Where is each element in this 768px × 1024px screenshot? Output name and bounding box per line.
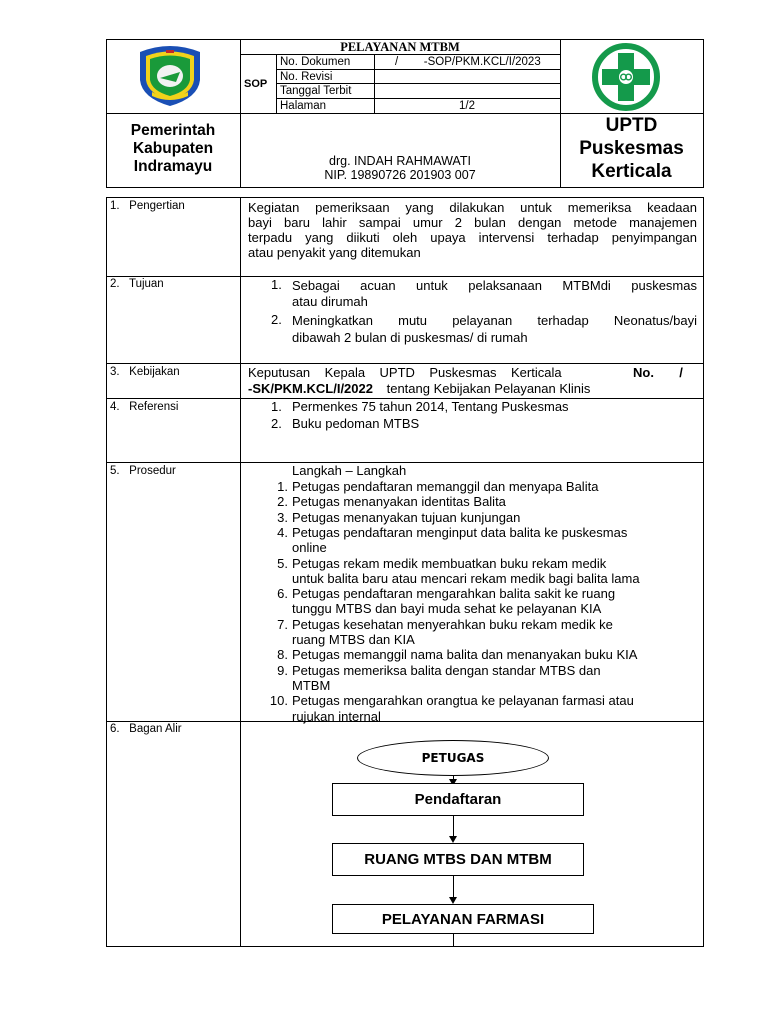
pengertian-line: bayi baru lahir sampai umur 2 bulan dengan metode manajemen [248,215,697,230]
section-label-referensi: 4. Referensi [110,401,179,413]
section-label-pengertian: 1. Pengertian [110,200,185,212]
gov-name-line1: Pemerintah [130,122,216,139]
referensi-item-number: 2. [271,416,282,431]
prosedur-item-line: untuk balita baru atau mencari rekam medik bagi balita lama [292,570,640,586]
flow-start-ellipse [357,740,549,776]
issue-date-label: Tanggal Terbit [280,85,352,97]
prosedur-item-line: Petugas mengarahkan orangtua ke pelayanan farmasi atau [292,693,634,709]
tujuan-item-number: 2. [271,312,282,327]
tujuan-item-number: 1. [271,277,282,292]
prosedur-item-number: 2. [277,494,288,510]
kebijakan-line1: Keputusan Kepala UPTD Puskesmas Kerticala [248,365,562,380]
prosedur-item-number: 3. [277,509,288,525]
prosedur-item-number: 6. [277,586,288,602]
prosedur-heading: Langkah – Langkah [292,463,407,478]
referensi-item-text: Buku pedoman MTBS [292,416,420,431]
section-label-prosedur: 5. Prosedur [110,465,176,477]
pengertian-line: atau penyakit yang ditemukan [248,245,421,260]
doc-number-label: No. Dokumen [280,56,351,68]
prosedur-item-number: 5. [277,555,288,571]
prosedur-item-line: Petugas kesehatan menyerahkan buku rekam medik ke [292,616,613,632]
uptd-line2: Puskesmas [579,138,684,159]
prosedur-item-line: Petugas memeriksa balita dengan standar MTBS dan [292,662,601,678]
prosedur-item-number: 1. [277,479,288,494]
prosedur-item-line: tunggu MTBS dan bayi muda sehat ke pelayanan KIA [292,601,602,617]
uptd-line3: Kerticala [591,161,672,182]
prosedur-item-line: online [292,540,327,556]
uptd-line1: UPTD [605,115,658,136]
tujuan-item-line: Meningkatkan mutu pelayanan terhadap Neonatus/bayi [292,313,697,328]
prosedur-item-number: 8. [277,647,288,663]
kebijakan-sk-number: -SK/PKM.KCL/I/2022 [248,381,373,396]
prosedur-item-line: Petugas memanggil nama balita dan menanyakan buku KIA [292,647,638,663]
flow-start-label: PETUGAS [421,751,485,765]
kebijakan-line2: tentang Kebijakan Pelayanan Klinis [383,381,591,396]
section-label-bagan-alir: 6. Bagan Alir [110,723,182,735]
sop-title: PELAYANAN MTBM [340,40,460,54]
prosedur-item-line: Petugas pendaftaran memanggil dan menyapa Balita [292,479,599,494]
prosedur-item-line: Petugas rekam medik membuatkan buku rekam medik [292,555,607,571]
prosedur-item-number: 4. [277,524,288,540]
prosedur-item-line: Petugas pendaftaran menginput data balita ke puskesmas [292,524,628,540]
prosedur-item-line: rujukan internal [292,708,381,724]
prosedur-item-line: MTBM [292,677,331,693]
section-label-kebijakan: 3. Kebijakan [110,366,180,378]
pengertian-line: terpadu yang diikuti oleh upaya intervensi terhadap penyimpangan [248,230,697,245]
revision-label: No. Revisi [280,71,333,83]
gov-name-line2: Kabupaten [132,140,214,157]
pengertian-line: Kegiatan pemeriksaan yang dilakukan untuk memeriksa keadaan [248,200,697,215]
prosedur-item-line: Petugas menanyakan identitas Balita [292,494,506,510]
tujuan-item-line: Sebagai acuan untuk pelaksanaan MTBMdi puskesmas [292,278,697,293]
signer-nip: NIP. 19890726 201903 007 [324,168,476,182]
prosedur-item-line: Petugas menanyakan tujuan kunjungan [292,509,521,525]
prosedur-item-number: 10. [269,693,288,709]
tujuan-item-line: dibawah 2 bulan di puskesmas/ di rumah [292,330,528,345]
referensi-item-number: 1. [271,399,282,414]
gov-name-line3: Indramayu [133,158,213,175]
prosedur-item-number: 9. [277,662,288,678]
section-label-tujuan: 2. Tujuan [110,278,164,290]
flow-step-label: RUANG MTBS DAN MTBM [364,851,552,868]
flow-step-label: Pendaftaran [414,791,502,808]
kebijakan-number: No. / [633,365,683,380]
prosedur-item-number: 7. [277,616,288,632]
sop-label: SOP [244,78,268,90]
flow-step-ruang-mtbs [332,843,584,876]
flow-step-label: PELAYANAN FARMASI [381,910,545,928]
tujuan-item-line: atau dirumah [292,294,368,309]
doc-number-value: / -SOP/PKM.KCL/I/2023 [395,56,541,68]
signer-name: drg. INDAH RAHMAWATI [329,154,471,168]
flow-step-farmasi [332,904,594,934]
page-label: Halaman [280,100,327,112]
prosedur-item-line: Petugas pendaftaran mengarahkan balita sakit ke ruang [292,586,616,602]
page-value: 1/2 [459,100,475,112]
flow-step-pendaftaran [332,783,584,816]
referensi-item-text: Permenkes 75 tahun 2014, Tentang Puskesmas [292,399,569,414]
prosedur-item-line: ruang MTBS dan KIA [292,632,415,647]
